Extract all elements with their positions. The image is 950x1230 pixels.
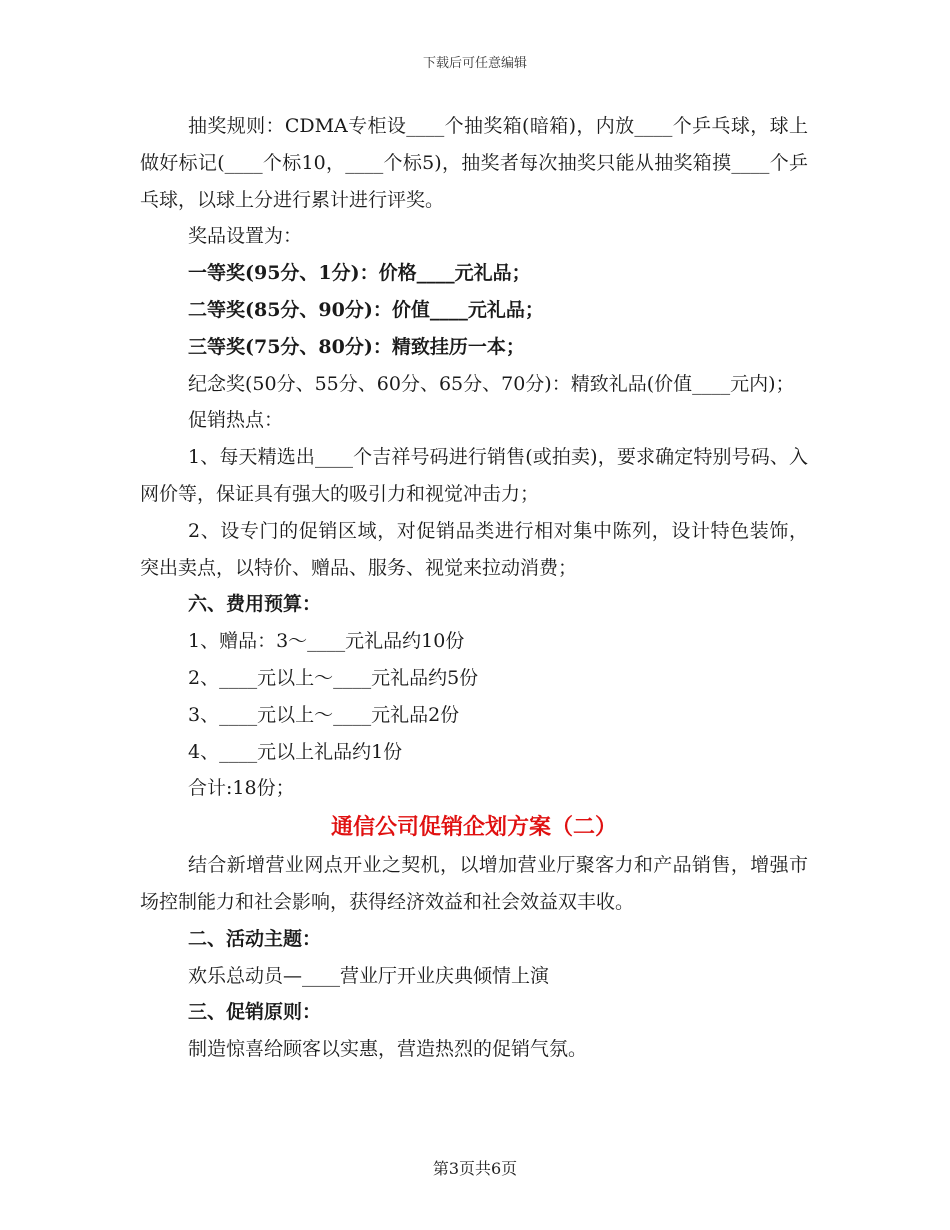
paragraph-budget-2: 2、____元以上～____元礼品约5份 — [188, 666, 479, 689]
paragraph-hotspot-1: 1、每天精选出____个吉祥号码进行销售(或拍卖)，要求确定特别号码、入网价等，保证具有强大的吸引力和视觉冲击力； — [140, 446, 808, 505]
paragraph-promo-principle: 制造惊喜给顾客以实惠，营造热烈的促销气氛。 — [188, 1038, 588, 1061]
paragraph-first-prize: 一等奖(95分、1分)：价格____元礼品； — [188, 262, 531, 285]
paragraph-prize-setting: 奖品设置为： — [188, 225, 303, 248]
paragraph-budget-3: 3、____元以上～____元礼品2份 — [188, 703, 460, 726]
page-header: 下载后可任意编辑 — [422, 56, 527, 71]
section-title: 通信公司促销企划方案（二） — [330, 814, 617, 841]
paragraph-activity-theme: 欢乐总动员—____营业厅开业庆典倾情上演 — [188, 964, 550, 987]
paragraph-hotspot-2: 2、设专门的促销区域，对促销品类进行相对集中陈列，设计特色装饰，突出卖点，以特价、赠品、服务、视觉来拉动消费； — [140, 519, 808, 579]
paragraph-souvenir-prize: 纪念奖(50分、55分、60分、65分、70分)：精致礼品(价值____元内)； — [188, 372, 795, 395]
page-footer: 第3页共6页 — [432, 1159, 518, 1178]
paragraph-budget-1: 1、赠品：3～____元礼品约10份 — [188, 630, 465, 653]
heading-promo-principle: 三、促销原则： — [188, 1001, 322, 1024]
paragraph-lottery-rules: 抽奖规则：CDMA专柜设____个抽奖箱(暗箱)，内放____个乒乓球，球上做好标记(____个标10，____个标5)，抽奖者每次抽奖只能从抽奖箱摸____个乒乓球，以球上分进行累计进行评奖。 — [140, 115, 808, 211]
paragraph-third-prize: 三等奖(75分、80分)：精致挂历一本； — [188, 335, 525, 358]
paragraph-budget-4: 4、____元以上礼品约1份 — [188, 740, 403, 763]
heading-budget: 六、费用预算： — [188, 593, 322, 616]
paragraph-promo-hotspots: 促销热点： — [188, 409, 284, 432]
paragraph-budget-total: 合计:18份； — [188, 777, 295, 800]
paragraph-intro: 结合新增营业网点开业之契机，以增加营业厅聚客力和产品销售，增强市场控制能力和社会影响，获得经济效益和社会效益双丰收。 — [140, 854, 808, 913]
paragraph-second-prize: 二等奖(85分、90分)：价值____元礼品； — [188, 298, 544, 321]
document-body — [140, 108, 808, 1068]
heading-activity-theme: 二、活动主题： — [188, 927, 322, 950]
